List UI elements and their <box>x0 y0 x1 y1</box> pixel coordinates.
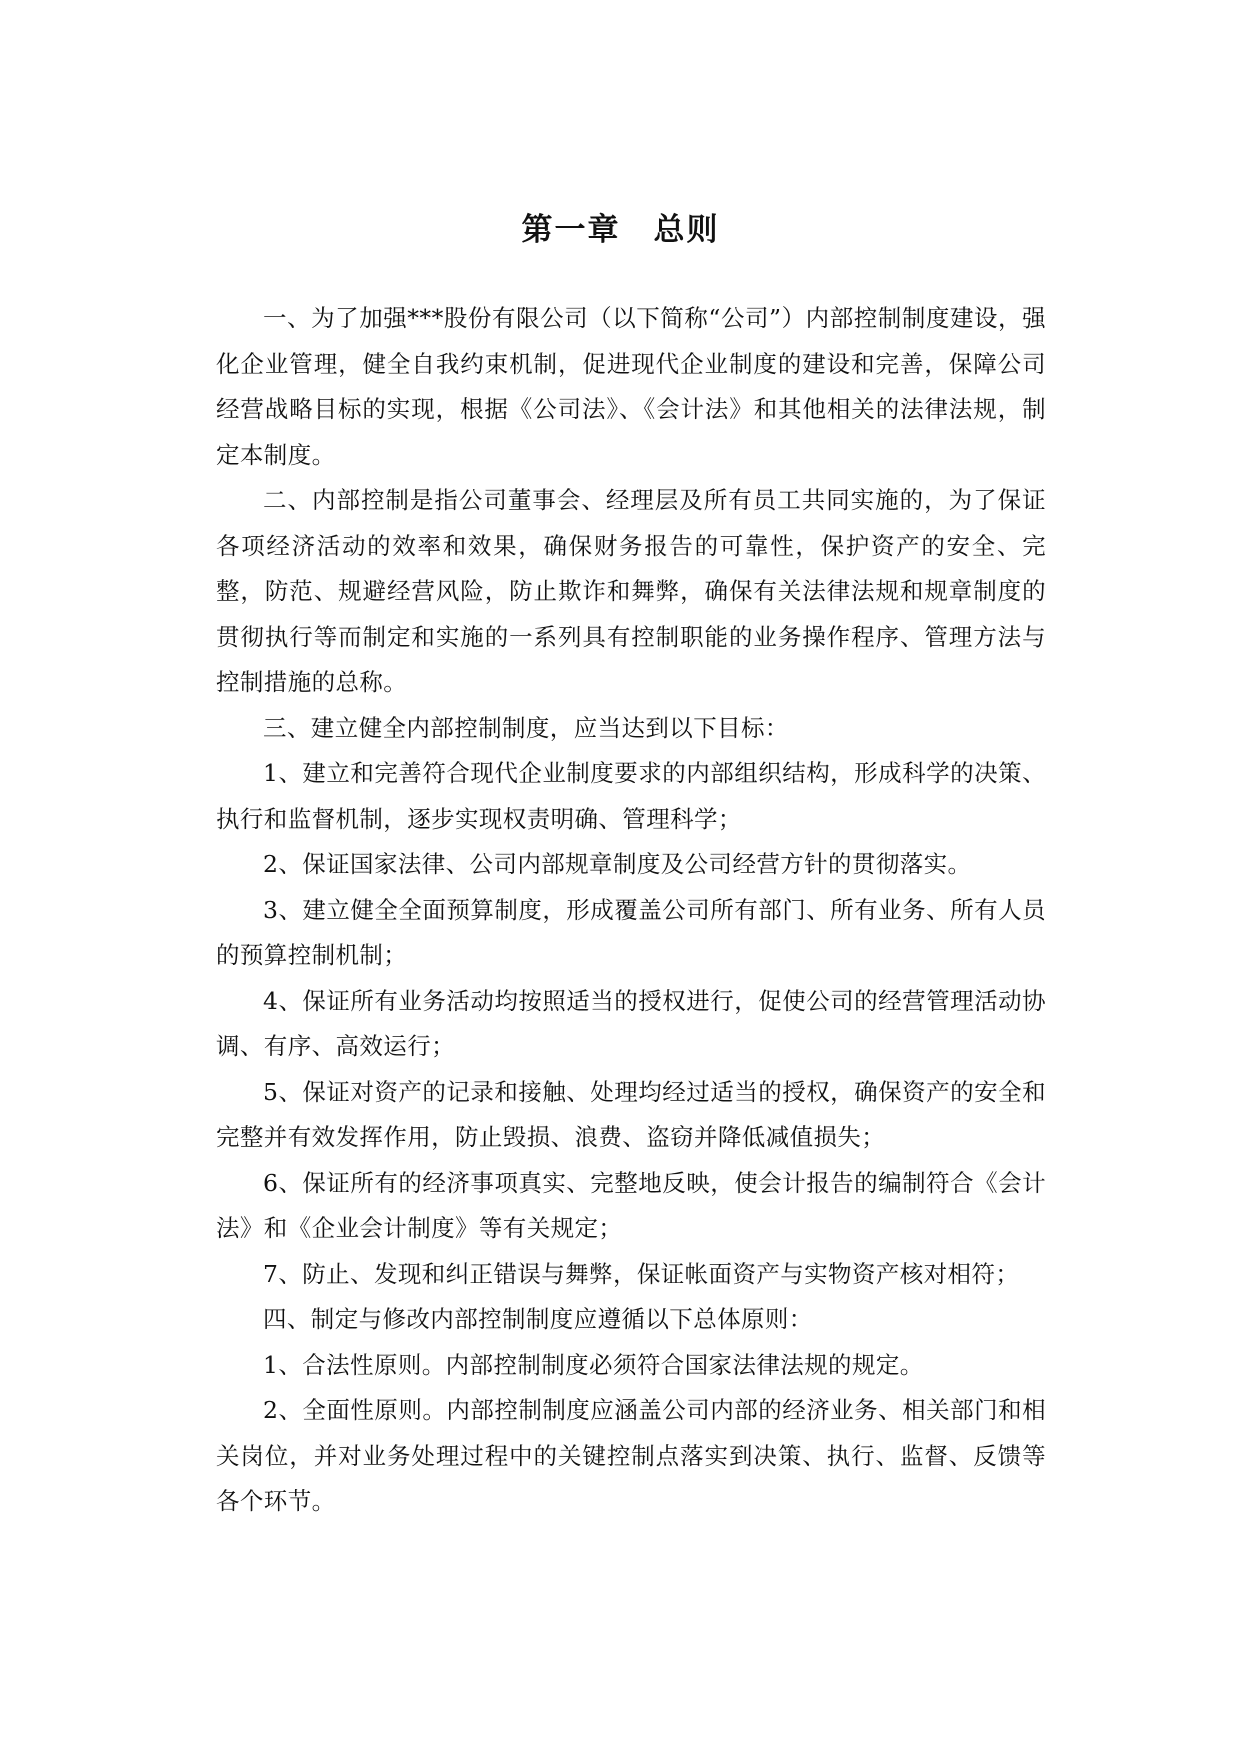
paragraph-principles-heading: 四、制定与修改内部控制制度应遵循以下总体原则： <box>263 1305 813 1333</box>
paragraph-principle-2: 2、全面性原则。内部控制制度应涵盖公司内部的经济业务、相关部门和相关岗位，并对业务处理过程中的关键控制点落实到决策、执行、监督、反馈等各个环节。 <box>216 1396 1046 1515</box>
paragraph-objective-2: 2、保证国家法律、公司内部规章制度及公司经营方针的贯彻落实。 <box>263 850 972 878</box>
paragraph-definition: 二、内部控制是指公司董事会、经理层及所有员工共同实施的，为了保证各项经济活动的效率和效果，确保财务报告的可靠性，保护资产的安全、完整，防范、规避经营风险，防止欺诈和舞弊，确保有关法律法规和规章制度的贯彻执行等而制定和实施的一系列具有控制职能的业务操作程序、管理方法与控制措施的总称。 <box>216 486 1046 696</box>
paragraph-objective-1: 1、建立和完善符合现代企业制度要求的内部组织结构，形成科学的决策、执行和监督机制，逐步实现权责明确、管理科学； <box>216 759 1046 833</box>
paragraph-objective-5: 5、保证对资产的记录和接触、处理均经过适当的授权，确保资产的安全和完整并有效发挥作用，防止毁损、浪费、盗窃并降低减值损失； <box>216 1077 1046 1151</box>
paragraph-objective-4: 4、保证所有业务活动均按照适当的授权进行，促使公司的经营管理活动协调、有序、高效运行； <box>216 986 1046 1060</box>
chapter-title: 第一章 总则 <box>521 212 720 248</box>
paragraph-objective-6: 6、保证所有的经济事项真实、完整地反映，使会计报告的编制符合《会计法》和《企业会计制度》等有关规定； <box>216 1168 1046 1242</box>
paragraph-objectives-heading: 三、建立健全内部控制制度，应当达到以下目标： <box>263 713 789 742</box>
document-body <box>216 296 1046 1525</box>
paragraph-purpose: 一、为了加强***股份有限公司（以下简称“公司”）内部控制制度建设，强化企业管理，健全自我约束机制，促进现代企业制度的建设和完善，保障公司经营战略目标的实现，根据《公司法》、《会计法》和其他相关的法律法规，制定本制度。 <box>216 304 1046 469</box>
paragraph-principle-1: 1、合法性原则。内部控制制度必须符合国家法律法规的规定。 <box>263 1350 924 1379</box>
paragraph-objective-3: 3、建立健全全面预算制度，形成覆盖公司所有部门、所有业务、所有人员的预算控制机制； <box>216 895 1046 969</box>
paragraph-objective-7: 7、防止、发现和纠正错误与舞弊，保证帐面资产与实物资产核对相符； <box>263 1259 1020 1288</box>
